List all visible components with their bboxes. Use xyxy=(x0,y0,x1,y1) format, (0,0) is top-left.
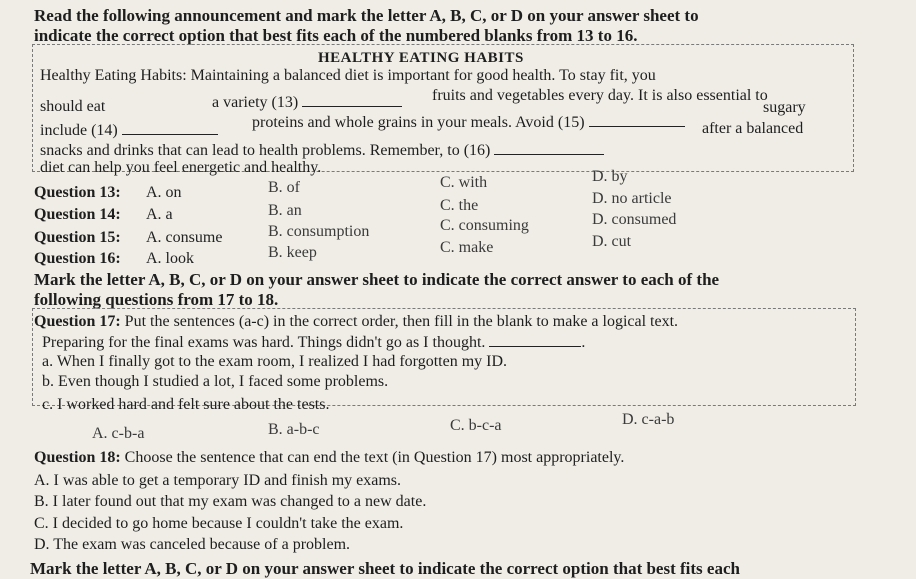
q18-option-d[interactable]: D. The exam was canceled because of a problem. xyxy=(34,536,351,553)
q14-option-c[interactable]: C. the xyxy=(440,197,479,214)
q15-option-c[interactable]: C. consuming xyxy=(440,217,529,234)
question-16-label: Question 16: xyxy=(34,250,121,267)
instruction-line-2: indicate the correct option that best fits each of the numbered blanks from 13 to 16. xyxy=(34,26,638,45)
q17-sentence-a: a. When I finally got to the exam room, I realized I had forgotten my ID. xyxy=(42,353,508,370)
question-14-label: Question 14: xyxy=(34,206,121,223)
q15-option-d[interactable]: D. consumed xyxy=(592,211,677,228)
passage-title: HEALTHY EATING HABITS xyxy=(318,50,524,66)
blank-13 xyxy=(302,92,402,107)
q13-option-a[interactable]: A. on xyxy=(146,184,182,201)
question-17-text: Put the sentences (a-c) in the correct order, then fill in the blank to make a logical text. xyxy=(124,313,679,330)
passage-line-2a: should eat xyxy=(40,98,106,115)
passage-line-4b: after a balanced xyxy=(702,120,804,137)
passage-line-3b: proteins and whole grains in your meals. Avoid (15) xyxy=(252,112,685,133)
q13-option-c[interactable]: C. with xyxy=(440,174,488,191)
blank-16 xyxy=(494,140,604,155)
q15-option-a[interactable]: A. consume xyxy=(146,229,223,246)
blank-17 xyxy=(489,332,581,347)
q13-option-d[interactable]: D. by xyxy=(592,168,628,185)
q17-option-d[interactable]: D. c-a-b xyxy=(622,411,675,428)
section2-line-1: Mark the letter A, B, C, or D on your answer sheet to indicate the correct answer to each of the xyxy=(34,270,720,289)
passage-line-1: Healthy Eating Habits: Maintaining a balanced diet is important for good health. To stay fit, you xyxy=(40,67,656,84)
q16-option-a[interactable]: A. look xyxy=(146,250,194,267)
q17-option-a[interactable]: A. c-b-a xyxy=(92,425,145,442)
q16-option-c[interactable]: C. make xyxy=(440,239,494,256)
passage-line-2b: a variety (13) xyxy=(212,92,402,113)
q14-option-b[interactable]: B. an xyxy=(268,202,302,219)
passage-line-5: diet can help you feel energetic and healthy. xyxy=(40,159,322,176)
q13-option-b[interactable]: B. of xyxy=(268,179,300,196)
blank-14 xyxy=(122,120,218,135)
q17-option-c[interactable]: C. b-c-a xyxy=(450,417,502,434)
blank-15 xyxy=(589,112,685,127)
section3-line-1: Mark the letter A, B, C, or D on your answer sheet to indicate the correct option that best fits each xyxy=(30,559,740,578)
passage-line-4a: snacks and drinks that can lead to health problems. Remember, to (16) xyxy=(40,140,604,161)
q17-sentence-b: b. Even though I studied a lot, I faced some problems. xyxy=(42,373,389,390)
q17-sentence-c: c. I worked hard and felt sure about the tests. xyxy=(42,396,330,413)
passage-line-3c: sugary xyxy=(763,99,806,116)
passage-line-3a: include (14) xyxy=(40,120,218,141)
section2-line-2: following questions from 17 to 18. xyxy=(34,290,279,309)
q14-option-d[interactable]: D. no article xyxy=(592,190,672,207)
question-18-text: Choose the sentence that can end the text (in Question 17) most appropriately. xyxy=(124,449,625,466)
q17-context: Preparing for the final exams was hard. Things didn't go as I thought. . xyxy=(42,334,586,351)
instruction-line-1: Read the following announcement and mark the letter A, B, C, or D on your answer sheet to xyxy=(34,6,699,25)
q18-option-c[interactable]: C. I decided to go home because I couldn't take the exam. xyxy=(34,515,404,532)
q16-option-b[interactable]: B. keep xyxy=(268,244,317,261)
question-17-label: Question 17: xyxy=(34,313,121,330)
question-15-label: Question 15: xyxy=(34,229,121,246)
q16-option-d[interactable]: D. cut xyxy=(592,233,632,250)
q15-option-b[interactable]: B. consumption xyxy=(268,223,370,240)
q17-option-b[interactable]: B. a-b-c xyxy=(268,421,320,438)
question-13-label: Question 13: xyxy=(34,184,121,201)
q18-option-b[interactable]: B. I later found out that my exam was changed to a new date. xyxy=(34,493,427,510)
question-18-prompt xyxy=(34,448,624,468)
q14-option-a[interactable]: A. a xyxy=(146,206,173,223)
question-18-label: Question 18: xyxy=(34,449,121,466)
passage-line-2c: fruits and vegetables every day. It is also essential to xyxy=(432,87,768,104)
q18-option-a[interactable]: A. I was able to get a temporary ID and finish my exams. xyxy=(34,472,402,489)
